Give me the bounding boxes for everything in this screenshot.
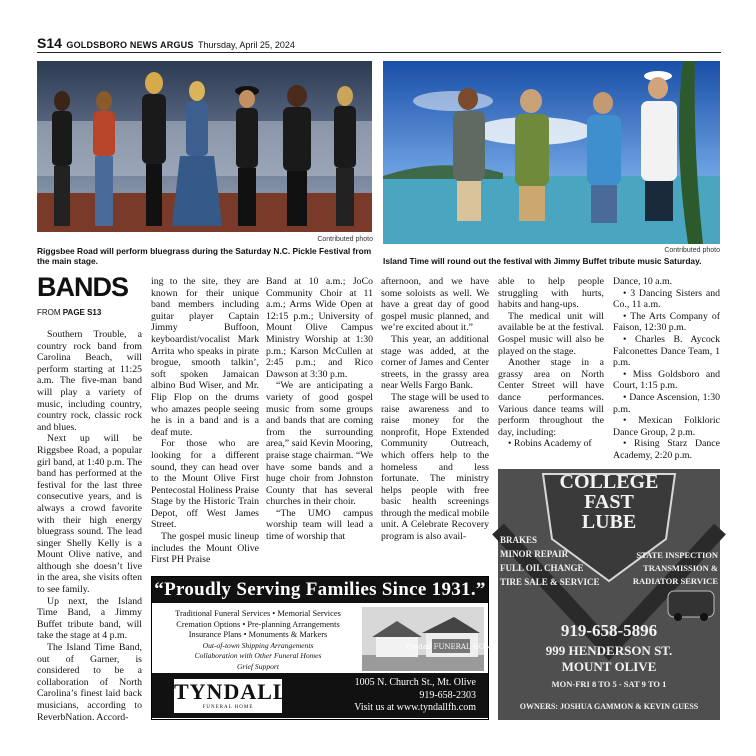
service-item: FULL OIL CHANGE bbox=[500, 563, 584, 573]
page-number: S14 bbox=[37, 35, 62, 51]
ad-slogan: “Proudly Serving Families Since 1931.” bbox=[152, 577, 488, 603]
jump-from-page: PAGE S13 bbox=[62, 308, 102, 317]
paragraph: “The UMO campus worship team will lead a time of worship that bbox=[266, 507, 373, 543]
article-headline: BANDS bbox=[37, 272, 129, 302]
paragraph: ing to the site, they are known for their unique band members including guitar player Captain Jimmy Buffoon, keyboardist/vocalist Mark Arrita who speaks in pirate brogue, smooth talkin’, soft spoken Jamaican albino Bud Wiser, and Mr. Flip Flop on the drums who amazes people seeing he is in a band and is a deaf mute. bbox=[151, 276, 259, 438]
riggsbee-road-photo bbox=[37, 61, 372, 232]
article-column-2 bbox=[151, 276, 259, 566]
list-item: Dance, 10 a.m. bbox=[613, 276, 673, 287]
list-item: • Charles B. Aycock Falconettes Dance Team, 1 p.m. bbox=[613, 333, 720, 369]
band-photo-illustration bbox=[383, 61, 720, 244]
ad-phone: 919-658-2303 bbox=[419, 689, 476, 701]
issue-date: Thursday, April 25, 2024 bbox=[198, 40, 295, 50]
service-item: MINOR REPAIR bbox=[500, 549, 569, 559]
article-column-6 bbox=[613, 276, 720, 462]
paragraph: “We are anticipating a variety of good gospel music from some groups and bands that are coming from the surrounding area,” said Kevin Mooring, praise stage chairman. “We have some bands and a huge choir from Johnston County that has several churches in their choir. bbox=[266, 380, 373, 508]
left-service-list bbox=[500, 533, 599, 589]
service-item: BRAKES bbox=[500, 535, 538, 545]
paragraph: Next up will be Riggsbee Road, a popular girl band, at 1:40 p.m. The band has performed at the festival for the last three consecutive years, and is always a crowd favorite with their high energy bluegrass sound. The lead singer Shelly Kelly is a Mount Olive native, and although she doesn’t live in the area, she visits often to see family. bbox=[37, 433, 142, 596]
publication-name: GOLDSBORO NEWS ARGUS bbox=[66, 40, 194, 50]
ad-website: Visit us at www.tyndallfh.com bbox=[354, 702, 476, 714]
service-item: STATE INSPECTION bbox=[636, 550, 718, 560]
ad-services bbox=[158, 609, 358, 673]
paragraph: The medical unit will available be at the festival. Gospel music will also be played on the stage. bbox=[498, 310, 604, 357]
article-column-4 bbox=[381, 276, 489, 543]
logo-subtitle: FUNERAL HOME bbox=[202, 705, 254, 710]
sign-text: Tyndall FUNERAL HOME bbox=[405, 643, 497, 651]
service-item: RADIATOR SERVICE bbox=[632, 576, 718, 586]
island-time-photo bbox=[383, 61, 720, 244]
service-line: Collaboration with Other Funeral Homes bbox=[194, 651, 322, 661]
page-header bbox=[37, 35, 721, 53]
lube-owners: OWNERS: JOSHUA GAMMON & KEVIN GUESS bbox=[519, 702, 699, 711]
paragraph: For those who are looking for a different sound, they can head over to the Mount Olive First Pentecostal Holiness Praise Stage by the Historic Train Depot, off West James Street. bbox=[151, 438, 259, 531]
right-service-list bbox=[633, 549, 718, 588]
article-column-3 bbox=[266, 276, 373, 543]
paragraph: The gospel music lineup includes the Mount Olive First PH Praise bbox=[151, 531, 259, 566]
list-item: • Miss Goldsboro and Court, 1:15 p.m. bbox=[613, 368, 720, 392]
lube-hours: MON-FRI 8 TO 5 - SAT 9 TO 1 bbox=[551, 679, 667, 689]
ad-footer bbox=[152, 673, 488, 718]
lube-title-line2: FAST bbox=[584, 491, 634, 513]
paragraph: The stage will be used to raise awareness and to raise money for the nonprofit, Hope Extended Community Outreach, which offers help to the homeless and less fortunate. The ministry helps people with free basic health screenings through the medical mobile unit. A Celebrate Recovery program is also avail- bbox=[381, 391, 490, 543]
ad-contact bbox=[354, 677, 476, 715]
list-item: • Rising Starz Dance Academy, 2:20 p.m. bbox=[613, 438, 720, 461]
service-line: Out-of-town Shipping Arrangements bbox=[202, 640, 314, 650]
tyndall-logo bbox=[174, 679, 289, 713]
paragraph: • Robins Academy of bbox=[508, 438, 592, 450]
paragraph: Band at 10 a.m.; JoCo Community Choir at 11 a.m.; Arms Wide Open at 12:15 p.m.; University of Mount Olive Campus Ministry Worship at 1:30 p.m.; Karson McCullen at 2:45 p.m.; and Rico Dawson at 3:30 p.m. bbox=[266, 276, 373, 380]
photo-caption-left: Riggsbee Road will perform bluegrass during the Saturday N.C. Pickle Festival from the main stage. bbox=[37, 246, 372, 266]
jump-line bbox=[37, 308, 101, 317]
list-item: • Dance Ascension, 1:30 p.m. bbox=[613, 391, 720, 415]
list-item: • Mexican Folkloric Dance Group, 2 p.m. bbox=[613, 415, 720, 438]
photo-caption-right: Island Time will round out the festival with Jimmy Buffet tribute music Saturday. bbox=[383, 256, 702, 266]
service-line: Cremation Options • Pre-planning Arrangements bbox=[176, 619, 340, 629]
service-line: Grief Support bbox=[237, 661, 279, 671]
article-column-5 bbox=[498, 276, 604, 450]
paragraph: Up next, the Island Time Band, a Jimmy Buffet tribute band, will take the stage at 4 p.m. bbox=[37, 595, 142, 642]
paragraph: This year, an additional stage was added, at the corner of James and Center streets, in the grassy area near Wells Fargo Bank. bbox=[381, 333, 489, 392]
paragraph: able to help people struggling with hurts, habits and hang-ups. bbox=[498, 276, 604, 311]
logo-name: TYNDALL bbox=[174, 679, 289, 704]
college-fast-lube-ad bbox=[498, 469, 720, 720]
photo-credit-left: Contributed photo bbox=[317, 236, 373, 243]
service-item: TIRE SALE & SERVICE bbox=[500, 577, 600, 587]
paragraph: Southern Trouble, a country rock band from Carolina Beach, will perform starting at 11:25 a.m. The five-man band will play a variety of music, including country, country rock, classic rock and blues. bbox=[37, 329, 142, 433]
list-item: • The Arts Company of Faison, 12:30 p.m. bbox=[613, 310, 720, 334]
paragraph: Another stage in a grassy area on North Center Street will have dance performances. Various dance teams will perform throughout the day, including: bbox=[498, 357, 604, 438]
lube-title-line1: COLLEGE bbox=[559, 471, 659, 493]
band-photo-illustration bbox=[37, 61, 372, 232]
lube-phone: 919-658-5896 bbox=[560, 621, 658, 640]
service-line: Insurance Plans • Monuments & Markers bbox=[188, 630, 328, 640]
article-column-1 bbox=[37, 329, 142, 723]
paragraph: afternoon, and we have some soloists as well. We have a great day of good gospel music planned, and we’re excited about it.” bbox=[381, 276, 489, 334]
service-item: TRANSMISSION & bbox=[643, 563, 718, 573]
lube-address-line2: MOUNT OLIVE bbox=[561, 659, 657, 674]
paragraph: The Island Time Band, out of Garner, is considered to be a collaboration of North Carolina’s finest laid back musicians, according to ReverbNation. Accord- bbox=[37, 642, 142, 723]
lube-title-line3: LUBE bbox=[581, 511, 637, 533]
tyndall-funeral-home-ad bbox=[151, 576, 497, 720]
ad-address: 1005 N. Church St., Mt. Olive bbox=[354, 677, 476, 688]
photo-credit-right: Contributed photo bbox=[664, 247, 720, 254]
service-line: Traditional Funeral Services • Memorial Services bbox=[175, 609, 341, 618]
lube-address-line1: 999 HENDERSON ST. bbox=[545, 643, 673, 658]
list-item: • 3 Dancing Sisters and Co., 11 a.m. bbox=[613, 287, 720, 311]
jump-from-label: FROM bbox=[37, 308, 61, 317]
funeral-home-building-photo bbox=[362, 607, 497, 671]
